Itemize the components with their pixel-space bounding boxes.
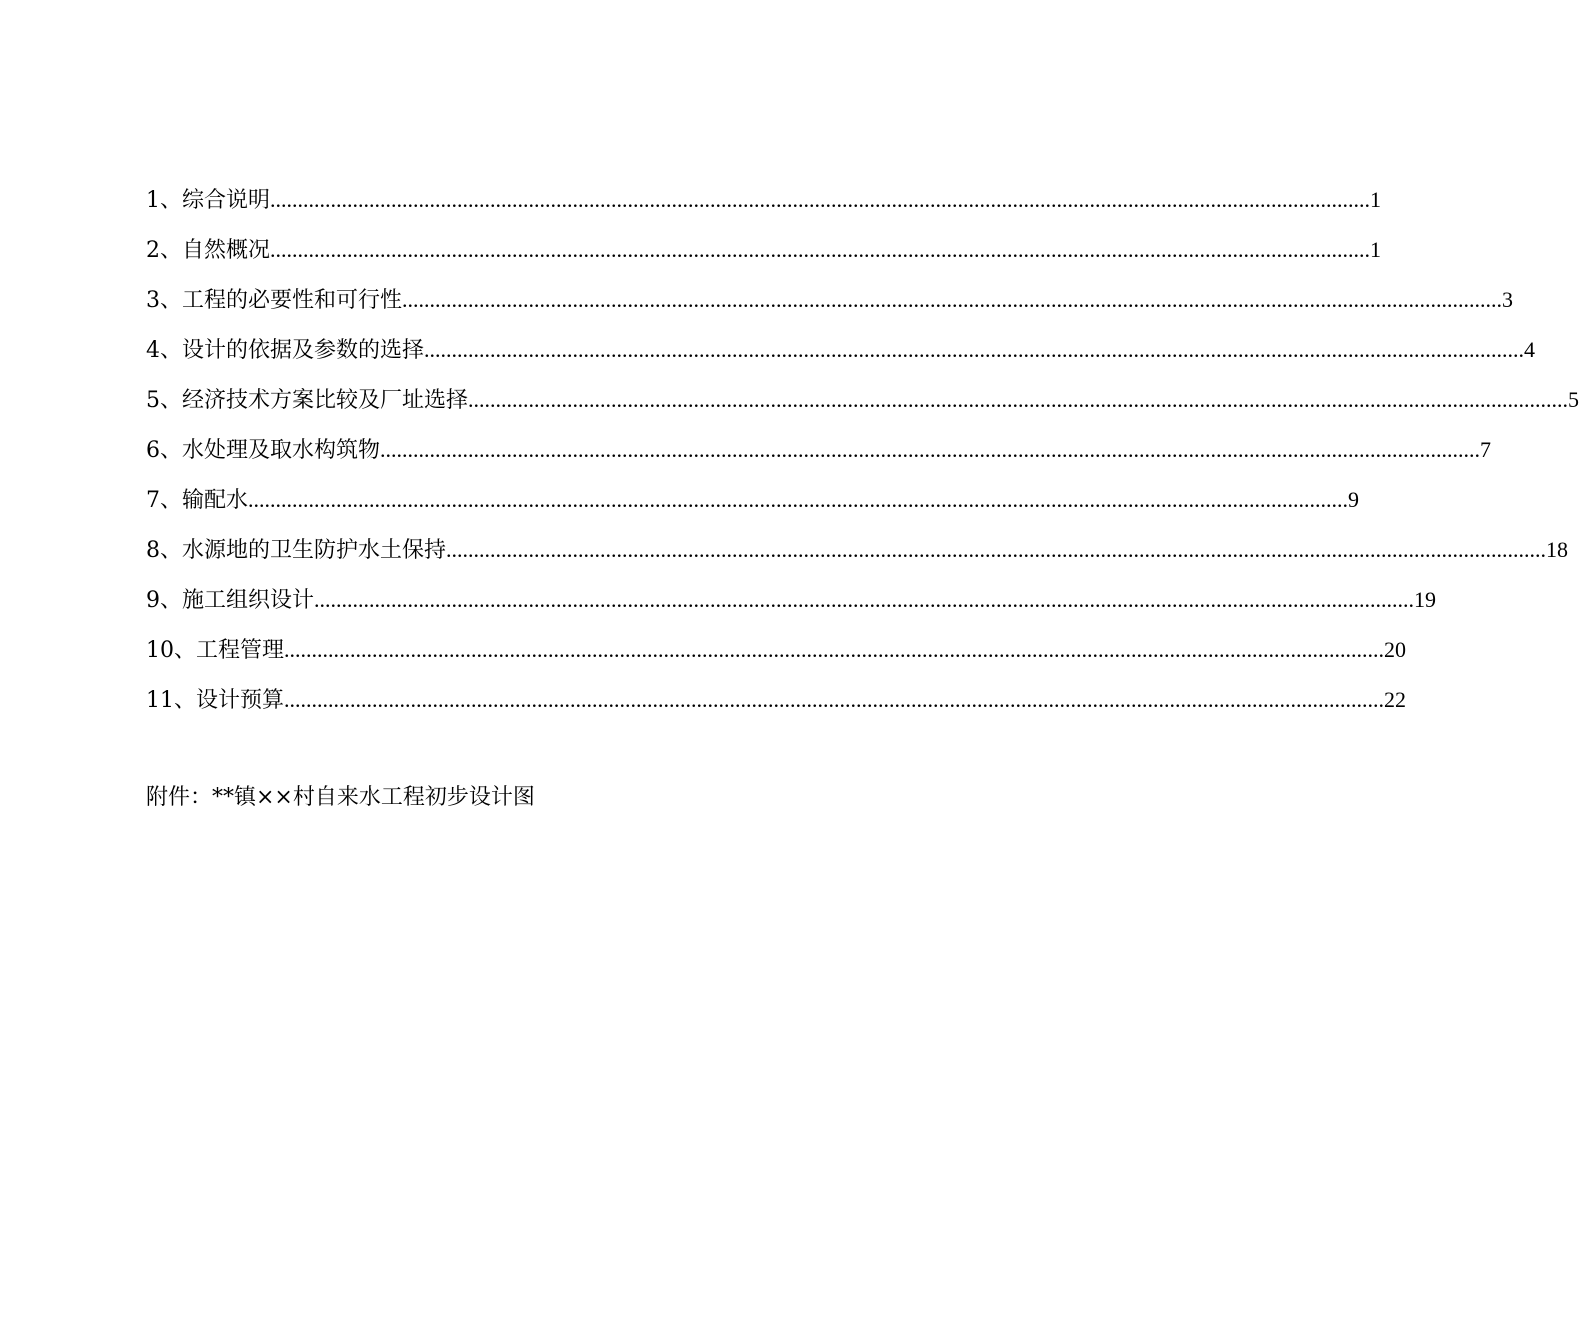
toc-leader-dots: ........................................................................................................................................................................................................ — [270, 237, 1370, 262]
toc-entry — [146, 328, 1535, 378]
toc-leader-dots: ........................................................................................................................................................................................................ — [402, 287, 1502, 312]
toc-entry — [146, 528, 1568, 578]
toc-leader-dots: ........................................................................................................................................................................................................ — [284, 637, 1384, 662]
toc-entry-page: 18 — [1546, 537, 1568, 562]
toc-leader-dots: ........................................................................................................................................................................................................ — [468, 387, 1568, 412]
toc-entry-page: 7 — [1480, 437, 1491, 462]
table-of-contents — [146, 178, 1579, 728]
toc-entry-page: 1 — [1370, 237, 1381, 262]
toc-entry-page: 20 — [1384, 637, 1406, 662]
toc-entry-label: 4、设计的依据及参数的选择 — [146, 338, 424, 363]
toc-entry — [146, 178, 1381, 228]
toc-entry — [146, 378, 1579, 428]
toc-leader-dots: ........................................................................................................................................................................................................ — [284, 687, 1384, 712]
toc-entry-label: 5、经济技术方案比较及厂址选择 — [146, 388, 468, 413]
toc-entry — [146, 678, 1406, 728]
toc-leader-dots: ........................................................................................................................................................................................................ — [248, 487, 1348, 512]
toc-entry — [146, 578, 1436, 628]
attachment-note: 附件：**镇××村自来水工程初步设计图 — [146, 785, 535, 810]
toc-entry — [146, 278, 1513, 328]
toc-entry-label: 1、综合说明 — [146, 188, 270, 213]
toc-leader-dots: ........................................................................................................................................................................................................ — [270, 187, 1370, 212]
toc-entry-label: 9、施工组织设计 — [146, 588, 314, 613]
toc-leader-dots: ........................................................................................................................................................................................................ — [424, 337, 1524, 362]
toc-entry-page: 1 — [1370, 187, 1381, 212]
toc-entry-page: 22 — [1384, 687, 1406, 712]
toc-entry-page: 5 — [1568, 387, 1579, 412]
toc-entry-label: 8、水源地的卫生防护水土保持 — [146, 538, 446, 563]
toc-entry-label: 7、输配水 — [146, 488, 248, 513]
toc-entry-label: 3、工程的必要性和可行性 — [146, 288, 402, 313]
toc-leader-dots: ........................................................................................................................................................................................................ — [314, 587, 1414, 612]
toc-entry — [146, 228, 1381, 278]
toc-entry — [146, 478, 1359, 528]
toc-entry — [146, 628, 1406, 678]
toc-entry — [146, 428, 1491, 478]
toc-entry-page: 4 — [1524, 337, 1535, 362]
toc-entry-page: 19 — [1414, 587, 1436, 612]
toc-entry-label: 2、自然概况 — [146, 238, 270, 263]
toc-entry-page: 3 — [1502, 287, 1513, 312]
toc-entry-label: 10、工程管理 — [146, 638, 284, 663]
toc-leader-dots: ........................................................................................................................................................................................................ — [446, 537, 1546, 562]
toc-entry-label: 11、设计预算 — [146, 688, 284, 713]
toc-entry-label: 6、水处理及取水构筑物 — [146, 438, 380, 463]
toc-leader-dots: ........................................................................................................................................................................................................ — [380, 437, 1480, 462]
toc-entry-page: 9 — [1348, 487, 1359, 512]
